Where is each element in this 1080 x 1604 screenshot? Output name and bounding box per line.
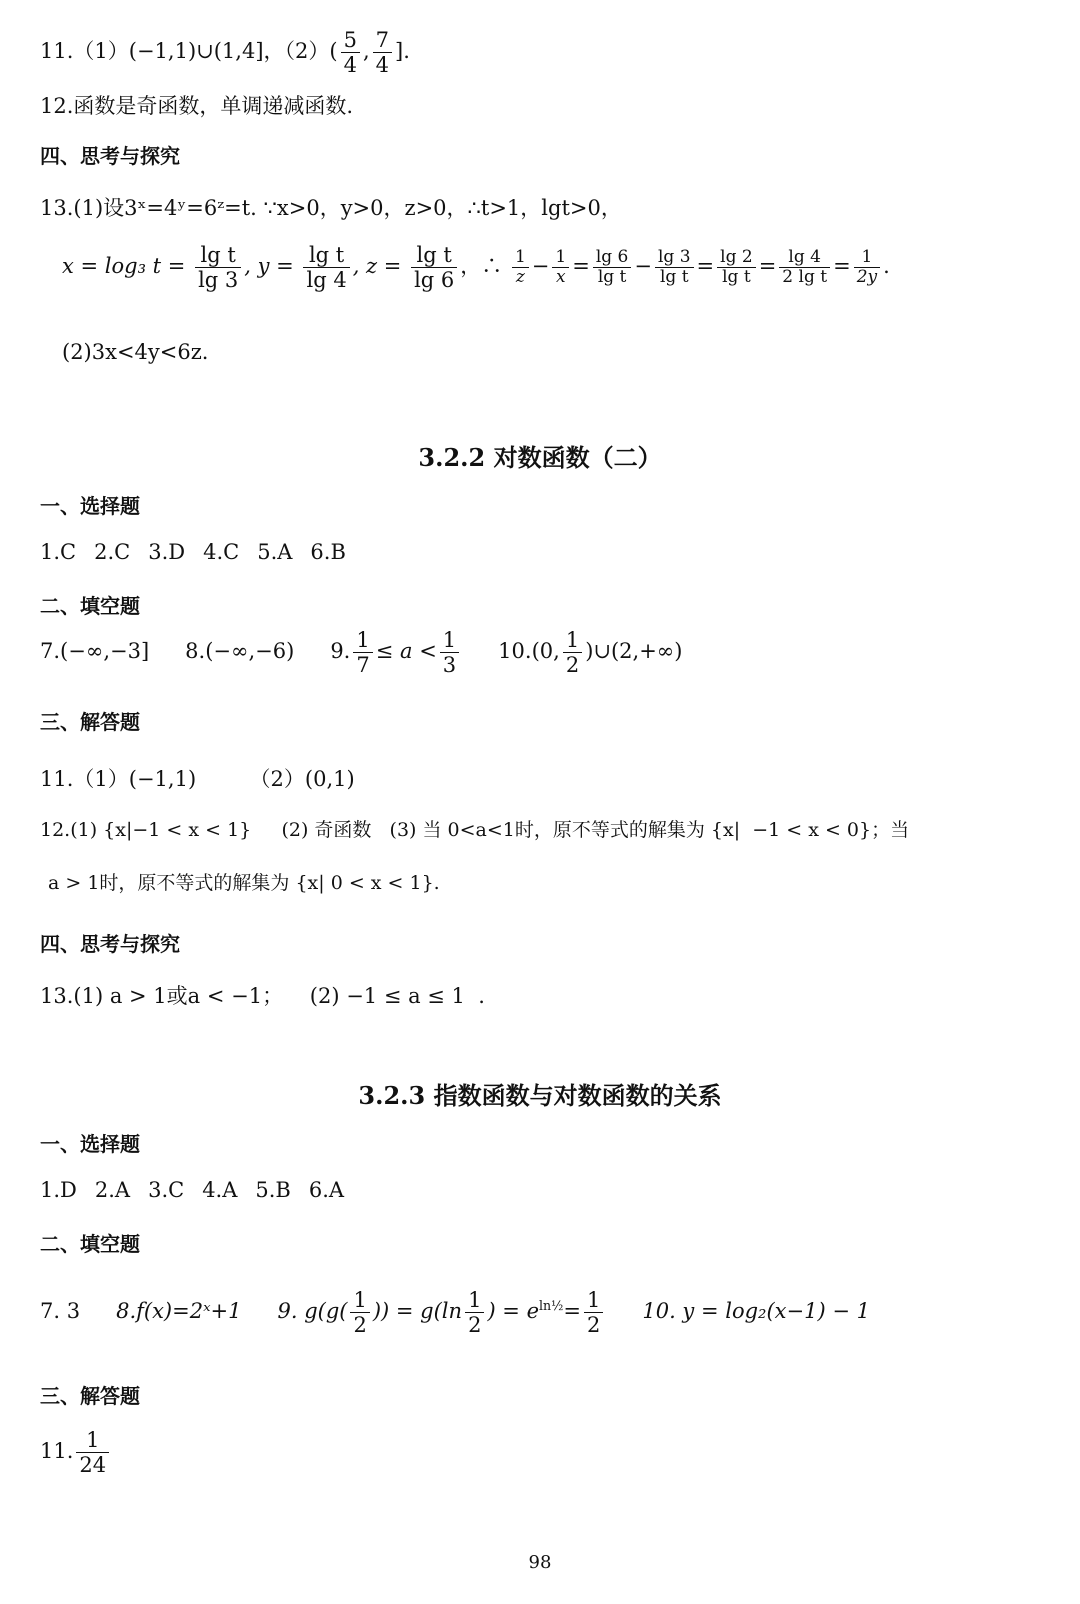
s2-q9-label: 9. [330,639,351,664]
s1-heading-4: 四、思考与探究 [40,144,180,168]
eq-frac-g5 [717,248,756,288]
s1-q13-intro: 13.(1)设3ˣ=4ʸ=6ᶻ=t. ∵x>0，y>0，z>0，∴t>1，lgt>0， [40,196,622,220]
s2-heading-3: 三、解答题 [40,710,140,734]
frac-den: 2y [856,267,878,288]
frac-num: lg 3 [655,248,694,269]
frac-num: 1 [76,1428,109,1453]
frac-den: 2 lg t [782,267,828,288]
eq-equals: = [758,254,777,279]
s3-choice: 3.C [148,1178,185,1202]
s1-q12: 12.函数是奇函数，单调递减函数. [40,94,354,118]
frac-num: 1 [563,628,582,653]
frac-den: lg t [659,267,689,288]
s2-heading-4: 四、思考与探究 [40,932,180,956]
s2-q12-line2: a > 1时，原不等式的解集为 {x| 0 < x < 1}. [48,872,440,894]
s2-q12-line1: 12.(1) {x|−1 < x < 1} (2) 奇函数 (3) 当 0<a<1时，原不等式的解集为 {x| −1 < x < 0}；当 [40,819,910,841]
eq-frac-g2 [552,248,569,288]
s3-choices [40,1178,362,1202]
s2-q11: 11.（1）(−1,1) （2）(0,1) [40,767,355,791]
eq-minus: − [531,254,550,279]
eq-equals: = [833,254,851,279]
frac-den: 24 [79,1453,107,1478]
s2-q9-frac1 [353,628,372,677]
s3-heading-2: 二、填空题 [40,1232,140,1256]
frac-den: lg 6 [414,268,455,293]
frac-num: lg t [411,243,457,268]
s3-q9-frac3 [584,1288,603,1337]
frac-den: lg 3 [198,268,239,293]
s2-title: 3.2.2 对数函数（二） [418,443,662,472]
eq-frac-z [411,243,457,292]
s2-choice: 2.C [94,540,131,564]
eq-therefore: ，∴ [460,254,503,279]
frac-den: x [556,267,566,288]
s3-q9-b: )) = g(ln [372,1299,463,1324]
s2-q13: 13.(1) a > 1或a < −1； (2) −1 ≤ a ≤ 1 . [40,984,485,1008]
s3-q9-a: 9. g(g( [277,1299,348,1324]
s1-q11-open: ( [329,39,338,64]
eq-z: , z = [352,254,402,279]
s3-heading-1: 一、选择题 [40,1132,140,1156]
s3-q9-frac2 [465,1288,484,1337]
s2-choice: 1.C [40,540,77,564]
s3-heading-3: 三、解答题 [40,1384,140,1408]
s1-q11-frac2 [373,28,392,77]
frac-num: lg 2 [717,248,756,269]
s1-q13-part2: (2)3x<4y<6z. [62,340,209,364]
frac-den: 2 [353,1313,367,1338]
eq-y: , y = [244,254,294,279]
s3-choice: 6.A [308,1178,345,1202]
s2-heading-2: 二、填空题 [40,594,140,618]
s2-choices [40,540,364,564]
s3-choice: 1.D [40,1178,77,1202]
eq-frac-g1 [512,248,529,288]
s2-choice: 4.C [203,540,240,564]
s1-q11-close: ]. [395,39,410,64]
eq-end: . [883,254,890,279]
frac-num: 5 [341,28,360,53]
eq-frac-g4 [655,248,694,288]
s3-q9-exponent: ln½ [539,1298,564,1314]
s3-choice: 5.B [255,1178,291,1202]
s3-q11-frac [76,1428,109,1477]
eq-frac-g6 [779,248,830,288]
frac-num: lg t [303,243,349,268]
frac-den: 2 [565,653,580,678]
frac-den: z [515,267,525,288]
s2-q9-mid: ≤ a < [375,639,437,664]
s1-q11-comma: , [362,39,370,64]
frac-num: 7 [373,28,392,53]
s3-q8: 8.f(x)=2ˣ+1 [116,1299,242,1324]
frac-num: 1 [512,248,529,269]
eq-equals: = [696,254,715,279]
s3-q10: 10. y = log₂(x−1) − 1 [642,1299,870,1324]
frac-den: lg 4 [306,268,347,293]
s2-q9-frac2 [440,628,459,677]
s3-fill-blanks [40,1288,870,1337]
page-number: 98 [528,1552,552,1573]
s2-choice: 3.D [148,540,186,564]
frac-den: 3 [442,653,457,678]
s3-q7: 7. 3 [40,1299,81,1324]
s2-q10-frac [563,628,582,677]
s1-q11-frac1 [341,28,360,77]
eq-frac-g3 [593,248,632,288]
frac-num: 1 [584,1288,603,1313]
s1-q11-label: 11.（1） [40,39,129,64]
eq-frac-y [303,243,349,292]
frac-num: lg 6 [593,248,632,269]
frac-den: 2 [468,1313,482,1338]
s3-choice: 4.A [202,1178,238,1202]
eq-minus: − [634,254,652,279]
frac-num: lg t [195,243,241,268]
s3-q9-frac1 [350,1288,369,1337]
eq-equals: = [572,254,590,279]
s2-q10-label: 10.(0, [498,639,560,664]
frac-den: 2 [586,1313,601,1338]
s1-q11-sep: ，（2） [263,39,330,64]
s3-title: 3.2.3 指数函数与对数函数的关系 [358,1081,722,1110]
eq-x: x = log₃ t = [62,254,186,279]
frac-num: lg 4 [779,248,830,269]
s1-q11-answer1: (−1,1)∪(1,4] [128,39,264,64]
s2-q10-tail: )∪(2,+∞) [585,639,683,664]
s3-q11 [40,1428,112,1477]
s2-choice: 6.B [310,540,346,564]
frac-num: 1 [552,248,569,269]
frac-num: 1 [350,1288,369,1313]
s1-q11 [40,28,410,77]
frac-den: lg t [722,267,751,288]
s3-choice: 2.A [94,1178,131,1202]
s2-q7: 7.(−∞,−3] [40,639,150,664]
frac-num: 1 [854,248,880,269]
s3-q11-label: 11. [40,1439,74,1464]
frac-num: 1 [465,1288,484,1313]
frac-den: lg t [597,267,627,288]
s2-heading-1: 一、选择题 [40,494,140,518]
s3-q9-d: = [563,1299,581,1324]
s2-q8: 8.(−∞,−6) [185,639,295,664]
s2-choice: 5.A [257,540,293,564]
eq-frac-x [195,243,241,292]
eq-frac-g7 [854,248,880,288]
s2-fill-blanks [40,628,683,677]
frac-den: 4 [375,53,390,78]
frac-den: 4 [343,53,357,78]
frac-den: 7 [356,653,370,678]
s1-q13-equation [62,243,890,292]
s3-q9-c: ) = e [487,1299,540,1324]
frac-num: 1 [440,628,459,653]
frac-num: 1 [353,628,372,653]
